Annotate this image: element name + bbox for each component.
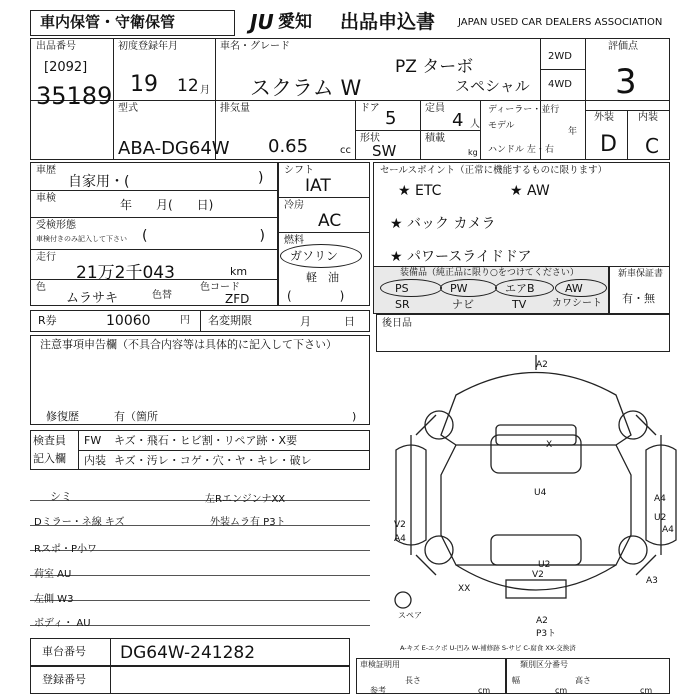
grade-line-1: PZ ターボ [395, 57, 474, 77]
transfer-label: 名変期限 [208, 314, 252, 327]
sales-point-3: ★ バック カメラ [390, 216, 496, 232]
diagram-mark-12: XX [458, 584, 471, 594]
form-title: 出品申込書 [340, 11, 436, 33]
reg-label: 初度登録年月 [118, 41, 178, 52]
equip-ps: PS [395, 282, 409, 295]
capacity-label: 定員 [425, 103, 445, 114]
ac-label: 冷房 [284, 200, 304, 211]
acceptance-parens: ( ) [142, 228, 265, 244]
diagram-mark-8: A4 [662, 525, 674, 535]
equip-aw: AW [565, 282, 583, 295]
certificate-ref: 参考 [370, 686, 386, 695]
equip-circle-aw [555, 279, 607, 297]
color-label: 色 [36, 282, 46, 293]
equip-pw: PW [450, 282, 468, 295]
class-width-unit: cm [555, 686, 568, 695]
diagram-mark-5: V2 [394, 520, 406, 530]
logo-region: 愛知 [278, 12, 312, 32]
color-value: ムラサキ [66, 291, 119, 306]
warranty-value: 有・無 [622, 292, 655, 305]
inspector-row2: キズ・汚レ・コゲ・穴・ヤ・キレ・破レ [114, 454, 312, 467]
class-height-unit: cm [640, 686, 653, 695]
spare-label: スペア [398, 611, 422, 620]
storage-note: 車内保管・守衛保管 [40, 13, 176, 31]
rear-item-label: 後日品 [382, 318, 412, 329]
transfer-value: 月 日 [300, 315, 355, 328]
certificate-unit: cm [478, 686, 491, 695]
model-label: 型式 [118, 103, 138, 114]
repair-label: 修復歴 [46, 410, 79, 423]
certificate-label: 車検証明用 [360, 660, 400, 669]
car-damage-diagram [376, 355, 696, 655]
class-width: 幅 [512, 676, 520, 685]
registration-label: 登録番号 [42, 673, 86, 686]
handle-label: ハンドル 左・右 [488, 145, 554, 155]
diagram-mark-4: A4 [654, 494, 666, 504]
rating-value: 3 [615, 62, 637, 102]
repair-close-paren: ) [352, 410, 357, 423]
color-code-label: 色コード [200, 282, 240, 293]
sales-point-2: ★ AW [510, 183, 550, 199]
fuel-parens: ( ) [287, 289, 345, 303]
inspector-note-1: シミ [50, 490, 72, 503]
inspection-value: 年 月( 日) [120, 198, 214, 212]
recycle-ticket-label: R券 [38, 314, 57, 327]
inspector-note-5: 左側 W3 [34, 594, 74, 605]
diagram-mark-9: U2 [538, 560, 551, 570]
capacity-value: 4 [452, 110, 464, 131]
warranty-label: 新車保証書 [618, 269, 664, 279]
name-label: 車名・グレード [220, 41, 290, 52]
certificate-length: 長さ [405, 676, 421, 685]
dealer-label: ディーラー・並行 [488, 105, 560, 115]
sales-label: セールスポイント（正常に機能するものに限ります） [380, 165, 608, 176]
ac-value: AC [318, 211, 342, 231]
shift-label: シフト [284, 165, 314, 176]
damage-legend: A-キズ E-エクボ U-凹み W-補修跡 S-サビ C-腐食 XX-交換済 [400, 644, 576, 652]
diagram-mark-11: A3 [646, 576, 658, 586]
chassis-label: 車台番号 [42, 645, 86, 658]
exterior-label: 外装 [594, 112, 614, 123]
repair-value: 有（箇所 [114, 410, 158, 423]
equipment-label: 装備品（純正品に限り○をつけてください） [400, 268, 579, 278]
inspector-label-2: 記入欄 [33, 452, 66, 465]
mileage-label: 走行 [36, 252, 56, 263]
drive-2wd: 2WD [548, 51, 572, 62]
fuel-diesel: 軽 油 [306, 271, 339, 284]
door-label: ドア [360, 103, 380, 114]
sales-point-1: ★ ETC [398, 183, 442, 199]
inspector-row1-prefix: FW [84, 434, 102, 447]
drive-4wd: 4WD [548, 79, 572, 90]
equip-circle-pw [440, 279, 497, 297]
acceptance-sub: 車検付きのみ記入して下さい [36, 235, 127, 243]
equip-leather-seat: カワシート [552, 298, 602, 309]
equip-circle-ps [380, 279, 442, 297]
doors-value: 5 [385, 108, 397, 129]
diagram-mark-13: A2 [536, 616, 548, 626]
displacement-label: 排気量 [220, 103, 250, 114]
inspector-note-6: ボディ・ AU [34, 618, 91, 629]
acceptance-label: 受検形態 [36, 220, 76, 231]
lot-number: 35189 [36, 82, 113, 110]
rating-label: 評価点 [608, 41, 638, 52]
inspector-note-4: 荷室 AU [34, 569, 72, 580]
inspector-note-3: Rスポ・P小ワ [34, 544, 97, 555]
repaint-label: 色替 [152, 290, 172, 301]
fuel-gasoline: ガソリン [290, 249, 339, 263]
shift-value: IAT [305, 176, 331, 196]
equip-airbag: エアB [505, 282, 535, 295]
reg-year: 19 [130, 72, 158, 97]
mileage-unit: km [230, 265, 248, 278]
ju-logo: JU [250, 10, 274, 34]
inspector-note-right-1: 左RエンジンナXX [205, 494, 286, 505]
exterior-grade: D [600, 132, 617, 157]
mileage-value: 21万2千043 [76, 263, 175, 283]
sales-point-4: ★ パワースライドドア [390, 249, 532, 265]
history-label: 車歴 [36, 165, 56, 176]
class-label: 類別区分番号 [520, 660, 568, 669]
equip-circle-airbag [495, 279, 554, 297]
body-shape: SW [372, 142, 397, 160]
displacement-unit: cc [340, 145, 351, 156]
chassis-number: DG64W-241282 [120, 643, 256, 663]
model-year-unit: 年 [568, 127, 578, 137]
association-name: JAPAN USED CAR DEALERS ASSOCIATION [458, 17, 663, 28]
diagram-mark-1: A2 [536, 360, 548, 370]
inspector-note-2: Dミラー・ネ線 キズ [34, 517, 125, 528]
diagram-mark-14: P3ト [536, 629, 557, 639]
equip-tv: TV [512, 298, 527, 311]
interior-grade: C [645, 134, 659, 158]
color-code-value: ZFD [225, 292, 250, 306]
diagram-mark-10: V2 [532, 570, 544, 580]
inspector-note-right-2: 外装ムラ有 P3ト [210, 517, 286, 528]
lot-label: 出品番号 [36, 41, 76, 52]
load-label: 積載 [425, 133, 445, 144]
history-value: 自家用・( [68, 174, 130, 190]
inspector-label-1: 検査員 [33, 434, 66, 447]
reg-month: 12 [177, 76, 199, 96]
model-year-label: モデル [488, 121, 515, 131]
rear-item-box [376, 314, 670, 352]
inspection-label: 車検 [36, 193, 56, 204]
history-close-paren: ) [258, 170, 264, 186]
inspector-row1: キズ・飛石・ヒビ割・リペア跡・X要 [114, 434, 298, 447]
displacement-value: 0.65 [268, 136, 309, 157]
model-code: ABA-DG64W [118, 138, 230, 159]
lot-bracket: [2092] [44, 60, 88, 75]
car-name: スクラム W [250, 76, 362, 100]
grade-line-2: スペシャル [455, 77, 530, 95]
inspector-row2-prefix: 内装 [84, 454, 106, 467]
notes-label: 注意事項申告欄（不具合内容等は具体的に記入して下さい） [40, 338, 337, 351]
shape-label: 形状 [360, 133, 380, 144]
diagram-mark-3: U4 [534, 488, 547, 498]
equip-sr: SR [395, 298, 410, 311]
fuel-label: 燃料 [284, 235, 304, 246]
diagram-mark-7: U2 [654, 513, 667, 523]
class-height: 高さ [575, 676, 591, 685]
reg-month-unit: 月 [200, 85, 210, 96]
equip-navi: ナビ [452, 298, 474, 311]
recycle-ticket-value: 10060 [106, 313, 151, 329]
interior-label: 内装 [638, 112, 658, 123]
load-unit: kg [468, 148, 478, 157]
diagram-mark-2: X [546, 440, 553, 450]
capacity-unit: 人 [470, 119, 480, 130]
recycle-ticket-unit: 円 [180, 315, 190, 326]
diagram-mark-6: A4 [394, 534, 406, 544]
